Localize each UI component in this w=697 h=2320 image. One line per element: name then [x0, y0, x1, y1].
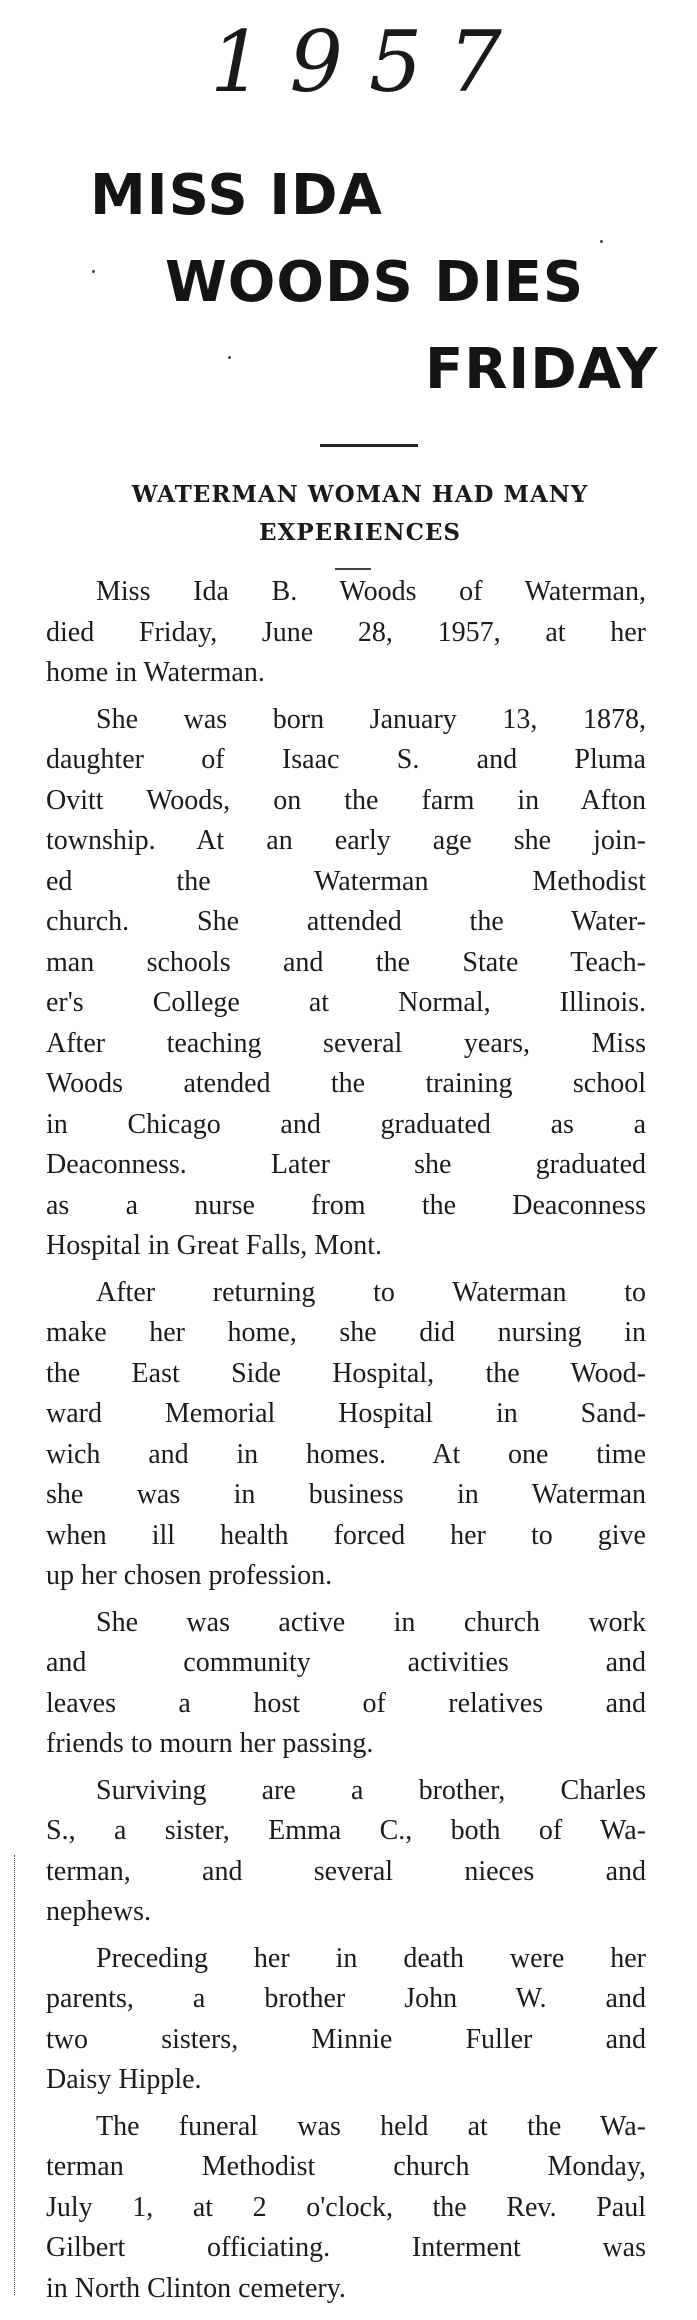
article-line: After teaching several years, Miss: [46, 1027, 646, 1059]
article-line: daughter of Isaac S. and Pluma: [46, 744, 646, 775]
print-speck: [600, 240, 603, 243]
article-line: friends to mourn her passing.: [46, 1728, 374, 1759]
article-line: and community activities and: [46, 1647, 646, 1678]
article-paragraph: [46, 700, 646, 1267]
article-line: She was born January 13, 1878,: [96, 703, 646, 735]
headline-line-2: WOODS DIES: [165, 250, 585, 315]
article-line: ward Memorial Hospital in Sand-: [46, 1398, 646, 1429]
article-line: Miss Ida B. Woods of Waterman,: [96, 576, 646, 607]
subheadline-line-1: WATERMAN WOMAN HAD MANY: [131, 481, 589, 508]
article-line: S., a sister, Emma C., both of Wa-: [46, 1815, 646, 1846]
article-paragraph: [46, 572, 646, 694]
headline-line-3: FRIDAY: [425, 337, 659, 402]
subheadline-line-2: EXPERIENCES: [258, 519, 462, 546]
subhead-divider: [335, 568, 371, 570]
article-line: parents, a brother John W. and: [46, 1983, 646, 2014]
article-body: [46, 572, 646, 2309]
article-line: in North Clinton cemetery.: [46, 2272, 346, 2304]
article-line: Preceding her in death were her: [96, 1942, 646, 1974]
article-line: home in Waterman.: [46, 657, 265, 688]
article-line: Hospital in Great Falls, Mont.: [46, 1230, 382, 1261]
print-speck: [92, 270, 95, 273]
article-line: Woods atended the training school: [46, 1068, 646, 1099]
article-line: she was in business in Waterman: [46, 1479, 646, 1510]
article-paragraph: [46, 1603, 646, 1765]
article-line: in Chicago and graduated as a: [46, 1108, 646, 1140]
article-line: as a nurse from the Deaconness: [46, 1189, 646, 1221]
article-line: church. She attended the Water-: [46, 906, 646, 937]
article-line: July 1, at 2 o'clock, the Rev. Paul: [46, 2191, 646, 2223]
article-line: up her chosen profession.: [46, 1560, 333, 1591]
article-line: Gilbert officiating. Interment was: [46, 2232, 646, 2263]
article-line: er's College at Normal, Illinois.: [46, 987, 646, 1018]
article-line: She was active in church work: [96, 1606, 646, 1638]
headline-divider: [320, 444, 418, 447]
article-line: township. At an early age she join-: [46, 825, 646, 856]
headline-line-1: MISS IDA: [90, 163, 383, 228]
article-line: when ill health forced her to give: [46, 1519, 646, 1551]
article-line: two sisters, Minnie Fuller and: [46, 2023, 646, 2055]
article-line: terman Methodist church Monday,: [46, 2151, 646, 2182]
article-paragraph: [46, 1939, 646, 2101]
article-line: the East Side Hospital, the Wood-: [46, 1357, 646, 1389]
article-paragraph: [46, 1273, 646, 1597]
article-line: Deaconness. Later she graduated: [46, 1149, 646, 1180]
article-line: After returning to Waterman to: [96, 1276, 646, 1308]
article-line: Daisy Hipple.: [46, 2064, 202, 2095]
article-line: died Friday, June 28, 1957, at her: [46, 616, 646, 648]
article-line: man schools and the State Teach-: [46, 946, 646, 978]
subheadline: [40, 476, 680, 552]
article-line: terman, and several nieces and: [46, 1855, 646, 1887]
article-line: ed the Waterman Methodist: [46, 865, 646, 897]
article-line: The funeral was held at the Wa-: [96, 2110, 646, 2142]
article-line: make her home, she did nursing in: [46, 1317, 646, 1348]
print-speck: [228, 356, 231, 359]
article-line: Ovitt Woods, on the farm in Afton: [46, 784, 646, 816]
article-line: Surviving are a brother, Charles: [96, 1774, 646, 1806]
article-paragraph: [46, 1771, 646, 1933]
margin-dotted-line: [14, 1855, 16, 2295]
article-line: wich and in homes. At one time: [46, 1438, 646, 1470]
article-line: nephews.: [46, 1896, 151, 1927]
handwritten-year: 1957: [210, 13, 528, 111]
article-line: leaves a host of relatives and: [46, 1687, 646, 1719]
article-paragraph: [46, 2107, 646, 2310]
